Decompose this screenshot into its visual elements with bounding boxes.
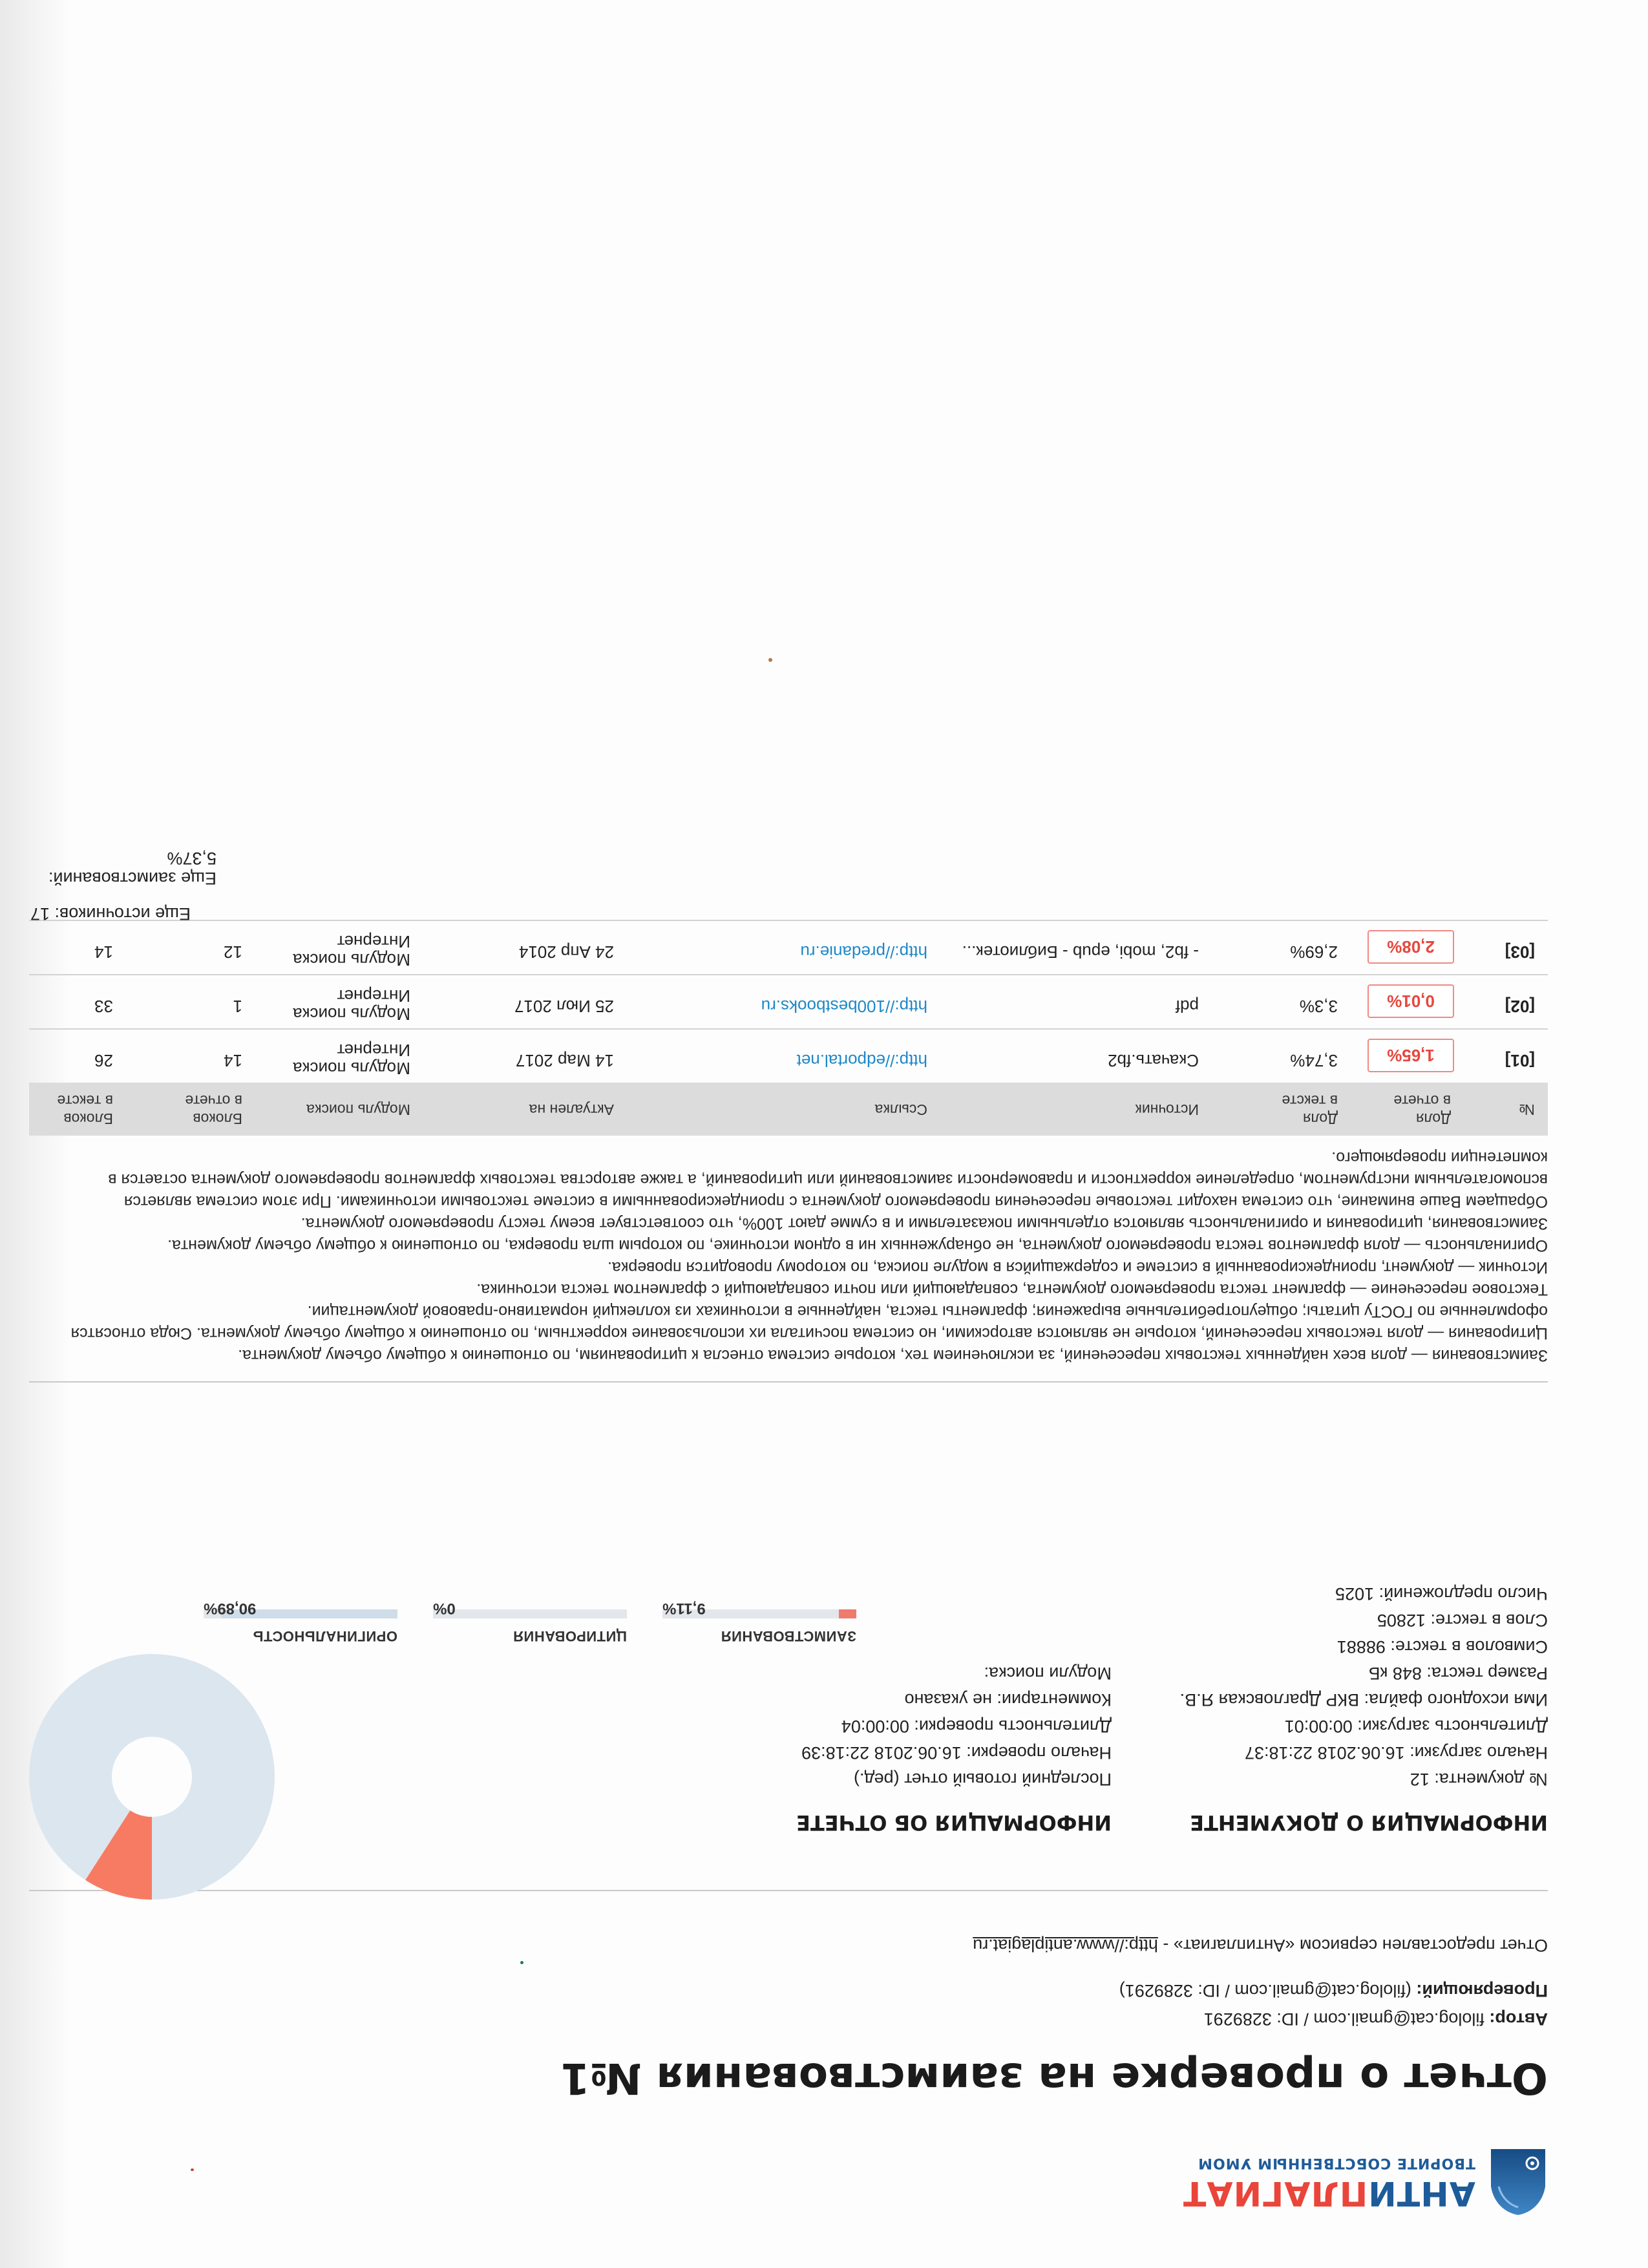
table-header (29, 1083, 1548, 1136)
blocks-in-text: 26 (94, 1051, 113, 1070)
doc-number: № документа: 12 (1410, 1770, 1548, 1789)
col-actual: Актуален на (529, 1101, 614, 1118)
search-module: Модуль поиска Интернет (293, 1041, 410, 1078)
source-name: Скачать.fb2 (1108, 1051, 1199, 1070)
definition-disclaimer: Обращаем Ваше внимание, что система находит текстовые пересечения проверяемого документа с проиндексированными в системе текстовыми источниками. При этом система является вспомогательным инструментом, определение корректности и правомерности заимствований или цитирований, а также авторства текстовых фрагментов проверяемого документа остается в компетенции проверяющего. (108, 1149, 1548, 1211)
upload-duration: Длительность загрузки: 00:00:01 (1284, 1717, 1548, 1736)
actual-date: 14 Мар 2017 (515, 1051, 614, 1070)
blocks-in-report: 14 (224, 1051, 242, 1070)
table-row (29, 974, 1548, 1028)
citations-bar (433, 1609, 627, 1618)
definition-sum-note: Заимствования, цитирования и оригинальность являются отдельными показателями и в сумме дают 100%, что соответствует всему тексту проверяемого документа. (301, 1214, 1548, 1233)
scan-speck (191, 2168, 194, 2171)
definition-originality: Оригинальность — доля фрагментов текста проверяемого документа, не обнаруженных ни в одном источнике, по которым шла проверка, по отношению к общему объему документа. (167, 1236, 1548, 1255)
search-modules: Модули поиска: (984, 1664, 1112, 1683)
more-borrowings: Еще заимствований: 5,37% (48, 849, 217, 888)
logo-tagline: ТВОРИТЕ СОБСТВЕННЫМ УМОМ (1198, 2155, 1475, 2171)
share-in-report-badge: 2,08% (1368, 930, 1454, 964)
score-summary (197, 1580, 856, 1644)
table-row (29, 1028, 1548, 1083)
divider (29, 1381, 1548, 1383)
sources-table (29, 920, 1548, 1136)
char-count: Символов в тексте: 98881 (1336, 1637, 1548, 1657)
more-sources: Еще источников: 17 (30, 904, 191, 924)
blocks-in-report: 12 (224, 942, 242, 962)
originality-stat (197, 1600, 397, 1644)
originality-value: 90,89% (204, 1600, 257, 1617)
antiplagiat-link[interactable]: http://www.antiplagiat.ru (973, 1936, 1158, 1955)
report-info (796, 1660, 1112, 1835)
share-in-text: 3,3% (1299, 997, 1338, 1016)
col-blocks-text: Блоков в тексте (57, 1092, 113, 1127)
col-module: Модуль поиска (306, 1101, 410, 1118)
scan-speck (520, 1961, 523, 1964)
definitions (32, 1147, 1548, 1366)
row-num: [02] (1505, 997, 1535, 1016)
col-num: № (1519, 1101, 1535, 1118)
actual-date: 24 Апр 2014 (518, 942, 614, 962)
citations-label: ЦИТИРОВАНИЯ (512, 1628, 627, 1644)
document-info-heading: ИНФОРМАЦИЯ О ДОКУМЕНТЕ (1190, 1810, 1548, 1835)
citations-stat (427, 1600, 627, 1644)
blocks-in-report: 1 (233, 997, 242, 1016)
definition-citations: Цитирования — доля текстовых пересечений, которые не являются авторскими, но система посчитала их использование корректным, по отношению к общему объему документа. Сюда относятся оформленные по ГОСТу цитаты; общеупотребительные выражения; фрагменты текста, найденные в источниках из коллекций нормативно-правовой документации. (70, 1302, 1548, 1342)
checker-line: Проверяющий: (filolog.cat@gmail.com / ID: 3289291) (1119, 1981, 1548, 2000)
word-count: Слов в тексте: 12805 (1377, 1611, 1548, 1630)
source-file-name: Имя исходного файла: ВКР Драгловская Я.В. (1179, 1690, 1548, 1710)
col-source: Источник (1135, 1101, 1199, 1118)
share-in-text: 2,69% (1290, 942, 1338, 962)
search-module: Модуль поиска Интернет (293, 932, 410, 970)
upload-start: Начало загрузки: 16.06.2018 22:18:37 (1244, 1743, 1548, 1763)
row-num: [01] (1505, 1051, 1535, 1070)
last-report: Последний готовый отчет (ред.) (853, 1770, 1112, 1789)
page-content (23, 0, 1548, 2268)
service-line: Отчет предоставлен сервисом «Антиплагиат» - http://www.antiplagiat.ru (973, 1936, 1548, 1955)
borrowings-stat (656, 1600, 856, 1644)
col-blocks-report: Блоков в отчете (185, 1092, 242, 1127)
source-link[interactable]: http://predanie.ru (800, 942, 927, 962)
document-info (1180, 1580, 1548, 1835)
text-size: Размер текста: 848 кБ (1368, 1664, 1548, 1683)
report-info-heading: ИНФОРМАЦИЯ ОБ ОТЧЕТЕ (796, 1810, 1112, 1835)
originality-donut-chart (23, 1648, 281, 1906)
borrowings-value: 9,11% (662, 1600, 706, 1617)
row-num: [03] (1505, 942, 1535, 962)
source-link[interactable]: http://edportal.net (796, 1051, 927, 1070)
source-link[interactable]: http://100bestbooks.ru (761, 997, 927, 1016)
author-line: Автор: filolog.cat@gmail.com / ID: 3289291 (1203, 2009, 1548, 2029)
col-link: Ссылка (874, 1101, 927, 1118)
col-share-text: Доля в тексте (1282, 1092, 1338, 1127)
source-name: - fb2, mobi, epub - Библиотек... (962, 942, 1199, 962)
share-in-report-badge: 0,01% (1368, 984, 1454, 1018)
table-row (29, 920, 1548, 974)
definition-borrowings: Заимствования — доля всех найденных текстовых пересечений, за исключением тех, которые система отнесла к цитированиям, по отношению к общему объему документа. (238, 1346, 1548, 1364)
borrowings-label: ЗАИМСТВОВАНИЯ (721, 1628, 856, 1644)
source-name: pdf (1175, 997, 1199, 1016)
antiplagiat-logo (1147, 2145, 1548, 2216)
logo-wordmark: АНТИПЛАГИАТ (1182, 2174, 1475, 2212)
col-share-report: Доля в отчете (1393, 1092, 1451, 1127)
originality-label: ОРИГИНАЛЬНОСТЬ (253, 1628, 397, 1644)
definition-source: Источник — документ, проиндексированный в системе и содержащийся в модуле поиска, по которому проводится проверка. (607, 1258, 1548, 1277)
actual-date: 25 Июл 2017 (514, 997, 614, 1016)
scan-speck (768, 658, 772, 662)
check-start: Начало проверки: 16.06.2018 22:18:39 (801, 1743, 1112, 1763)
blocks-in-text: 14 (94, 942, 113, 962)
page-title: Отчет о проверке на заимствования №1 (560, 2053, 1548, 2103)
check-duration: Длительность проверки: 00:00:04 (841, 1717, 1112, 1736)
blocks-in-text: 33 (94, 997, 113, 1016)
shield-icon (1488, 2145, 1548, 2216)
sentence-count: Число предложений: 1025 (1335, 1584, 1548, 1604)
definition-text-overlap: Текстовое пересечение — фрагмент текста проверяемого документа, совпадающий или почти совпадающий с фрагментом текста источника. (476, 1280, 1548, 1298)
comments: Комментарии: не указано (904, 1690, 1112, 1710)
search-module: Модуль поиска Интернет (293, 986, 410, 1024)
share-in-text: 3,74% (1290, 1051, 1338, 1070)
citations-value: 0% (433, 1600, 456, 1617)
borrowings-bar-fill (839, 1609, 856, 1618)
share-in-report-badge: 1,65% (1368, 1039, 1454, 1072)
